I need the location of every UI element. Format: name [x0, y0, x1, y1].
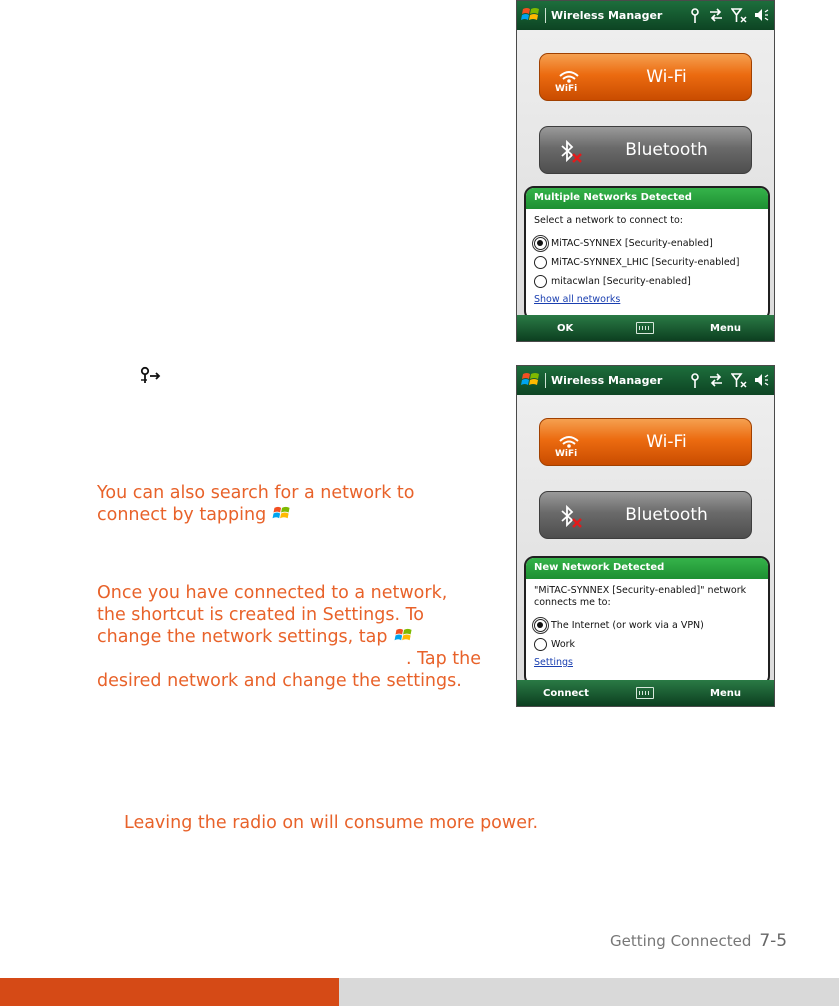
networks-popup — [524, 186, 770, 321]
settings-link[interactable]: Settings — [534, 657, 573, 668]
network-option[interactable] — [534, 234, 768, 253]
svg-text:WiFi: WiFi — [555, 449, 578, 457]
status-icons — [689, 371, 770, 389]
bluetooth-label: Bluetooth — [625, 140, 708, 160]
search-network-note — [97, 482, 477, 526]
connectivity-icon — [137, 365, 161, 385]
no-signal-icon[interactable] — [731, 6, 747, 24]
keyboard-icon[interactable] — [636, 322, 654, 334]
title-separator — [545, 8, 546, 23]
note-line: desired network and change the settings. — [97, 671, 462, 691]
windows-flag-icon — [272, 505, 292, 522]
wifi-button[interactable] — [539, 53, 752, 101]
radio-unselected[interactable] — [534, 638, 547, 651]
footer-bar-accent — [0, 978, 339, 1006]
status-icons — [689, 6, 770, 24]
svg-text:WiFi: WiFi — [555, 84, 578, 92]
wifi-button[interactable] — [539, 418, 752, 466]
title-separator — [545, 373, 546, 388]
page-footer — [610, 931, 787, 951]
connect-softkey[interactable]: Connect — [543, 688, 589, 699]
app-title: Wireless Manager — [551, 9, 663, 22]
popup-title: Multiple Networks Detected — [526, 188, 768, 209]
antenna-icon[interactable] — [689, 371, 701, 389]
speaker-icon[interactable] — [754, 6, 770, 24]
app-title: Wireless Manager — [551, 374, 663, 387]
page-number: 7-5 — [759, 931, 788, 951]
wifi-label: Wi-Fi — [646, 432, 687, 452]
note-line: the shortcut is created in Settings. To — [97, 605, 424, 625]
note-line: Once you have connected to a network, — [97, 583, 448, 603]
menu-softkey[interactable]: Menu — [710, 688, 741, 699]
radio-selected[interactable] — [534, 619, 547, 632]
radio-unselected[interactable] — [534, 275, 547, 288]
radio-selected[interactable] — [534, 237, 547, 250]
bluetooth-off-icon — [554, 504, 584, 530]
speaker-icon[interactable] — [754, 371, 770, 389]
softkey-bar — [517, 680, 774, 706]
bluetooth-button[interactable] — [539, 126, 752, 174]
ok-softkey[interactable]: OK — [557, 323, 574, 334]
network-label: MiTAC-SYNNEX_LHIC [Security-enabled] — [551, 257, 740, 268]
option-label: Work — [551, 639, 576, 650]
footer-bar — [339, 978, 839, 1006]
wifi-icon — [554, 66, 584, 92]
popup-prompt: "MiTAC-SYNNEX [Security-enabled]" network connects me to: — [534, 585, 747, 608]
note-line: You can also search for a network to — [97, 483, 415, 503]
screenshot-multiple-networks — [516, 0, 775, 342]
connection-option[interactable] — [534, 635, 768, 654]
bluetooth-off-icon — [554, 139, 584, 165]
network-label: mitacwlan [Security-enabled] — [551, 276, 691, 287]
section-title: Getting Connected — [610, 932, 752, 950]
connectivity-icon[interactable] — [708, 6, 724, 24]
note-line — [97, 626, 487, 648]
popup-prompt: Select a network to connect to: — [534, 215, 683, 226]
option-label: The Internet (or work via a VPN) — [551, 620, 704, 631]
wireless-manager-body — [517, 395, 774, 680]
note-text: connect by tapping — [97, 505, 267, 525]
radio-unselected[interactable] — [534, 256, 547, 269]
windows-flag-icon — [394, 627, 414, 644]
no-signal-icon[interactable] — [731, 371, 747, 389]
windows-flag-icon[interactable] — [521, 371, 541, 389]
show-all-networks-link[interactable]: Show all networks — [534, 294, 621, 305]
network-settings-note — [97, 582, 487, 692]
keyboard-icon[interactable] — [636, 687, 654, 699]
title-bar — [517, 1, 774, 30]
bluetooth-button[interactable] — [539, 491, 752, 539]
wifi-icon — [554, 431, 584, 457]
new-network-popup — [524, 556, 770, 686]
popup-title: New Network Detected — [526, 558, 768, 579]
note-text: change the network settings, tap — [97, 627, 388, 647]
wifi-label: Wi-Fi — [646, 67, 687, 87]
softkey-bar — [517, 315, 774, 341]
note-line: . Tap the — [405, 649, 481, 669]
power-note: Leaving the radio on will consume more power. — [124, 813, 539, 833]
bluetooth-label: Bluetooth — [625, 505, 708, 525]
title-bar — [517, 366, 774, 395]
connectivity-icon[interactable] — [708, 371, 724, 389]
network-label: MiTAC-SYNNEX [Security-enabled] — [551, 238, 713, 249]
note-line — [97, 504, 477, 526]
menu-softkey[interactable]: Menu — [710, 323, 741, 334]
windows-flag-icon[interactable] — [521, 6, 541, 24]
wireless-manager-body — [517, 30, 774, 315]
screenshot-new-network — [516, 365, 775, 707]
antenna-icon[interactable] — [689, 6, 701, 24]
network-option[interactable] — [534, 253, 768, 272]
connection-option[interactable] — [534, 616, 768, 635]
network-option[interactable] — [534, 272, 768, 291]
